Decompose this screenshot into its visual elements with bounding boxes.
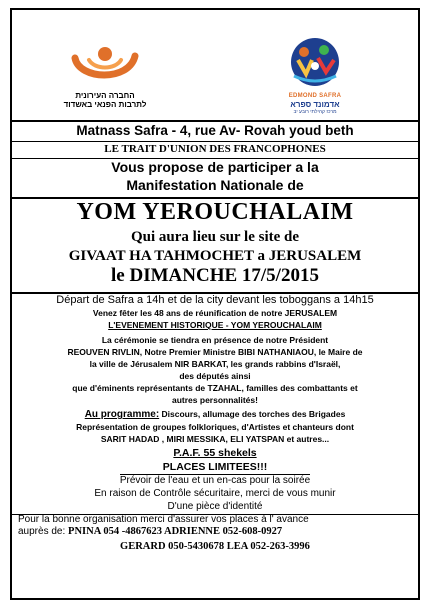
divider — [12, 141, 418, 142]
ceremony-line-3: la ville de Jérusalem NIR BARKAT, les grands rabbins d'Israël, — [89, 359, 341, 369]
organization-name: LE TRAIT D'UNION DES FRANCOPHONES — [104, 143, 326, 155]
program-text: Discours, allumage des torches des Brigades — [161, 409, 346, 419]
event-place-line-2: GIVAAT HA TAHMOCHET a JERUSALEM — [68, 248, 362, 264]
paf-price: P.A.F. 55 shekels — [173, 447, 257, 459]
event-date — [12, 265, 418, 287]
contact-line-2: GERARD 050-5430678 LEA 052-263-3996 — [120, 541, 310, 552]
divider — [12, 120, 418, 122]
address-line: Matnass Safra - 4, rue Av- Rovah youd beth — [76, 123, 354, 138]
contacts-intro — [12, 514, 418, 538]
invite-line-2: Manifestation Nationale de — [126, 177, 304, 193]
logos-row — [40, 36, 390, 116]
historic-event-line: L'EVENEMENT HISTORIQUE - YOM YEROUCHALAIM — [108, 320, 322, 330]
event-title: YOM YEROUCHALAIM — [76, 199, 354, 225]
program-line-3: SARIT HADAD , MIRI MESSIKA, ELI YATSPAN et autres... — [100, 434, 330, 444]
ashdod-culture-logo — [40, 44, 170, 114]
event-place-line-1: Qui aura lieu sur le site de — [130, 229, 300, 245]
program-line-1 — [12, 409, 418, 420]
date-prefix: le — [111, 265, 125, 286]
info-line-3: D'une pièce d'identité — [167, 501, 263, 512]
ashdod-logo-line1: החברה העירונית — [75, 91, 135, 100]
safra-people-icon — [284, 36, 346, 88]
date-day: DIMANCHE — [129, 265, 238, 286]
contacts-intro-text: Pour la bonne organisation merci d'assurer vos places à l' avance — [18, 514, 309, 525]
program-label: Au programme: — [84, 409, 160, 420]
safra-logo-en: EDMOND SAFRA — [288, 93, 342, 99]
program-line-2: Représentation de groupes folkloriques, d'Artistes et chanteurs dont — [76, 422, 354, 432]
departure-info: Départ de Safra a 14h et de la city devant les toboggans a 14h15 — [56, 294, 374, 306]
ceremony-line-6: autres personnalités! — [172, 395, 258, 405]
ceremony-line-2: REOUVEN RIVLIN, Notre Premier Ministre BIBI NATHANIAOU, le Maire de — [67, 347, 363, 357]
ashdod-logo-icon — [67, 44, 143, 86]
info-line-2: En raison de Contrôle sécuritaire, merci de vous munir — [94, 488, 336, 499]
invite-line-1: Vous propose de participer a la — [111, 159, 319, 175]
edmond-safra-logo — [240, 36, 390, 116]
ceremony-line-1: La cérémonie se tiendra en présence de notre Président — [101, 335, 329, 345]
contact-line-1: PNINA 054 -4867623 ADRIENNE 052-608-0927 — [68, 526, 283, 537]
safra-logo-he: אדמונד ספרא — [290, 100, 340, 109]
places-limited: PLACES LIMITEES!!! — [162, 461, 268, 473]
ashdod-logo-line2: לתרבות הפנאי באשדוד — [63, 100, 147, 109]
ceremony-line-5: que d'éminents représentants de TZAHAL, familles des combattants et — [72, 383, 358, 393]
ceremony-line-4: des députés ainsi — [179, 371, 251, 381]
contacts-intro-text-2: auprès de: — [18, 526, 66, 537]
date-value: 17/5/2015 — [241, 265, 319, 286]
anniversary-line: Venez fêter les 48 ans de réunification de notre JERUSALEM — [92, 308, 338, 318]
info-line-1: Prévoir de l'eau et un en-cas pour la soirée — [119, 475, 311, 486]
safra-logo-sub: מרכז קהילתי רובע יב — [293, 109, 337, 115]
